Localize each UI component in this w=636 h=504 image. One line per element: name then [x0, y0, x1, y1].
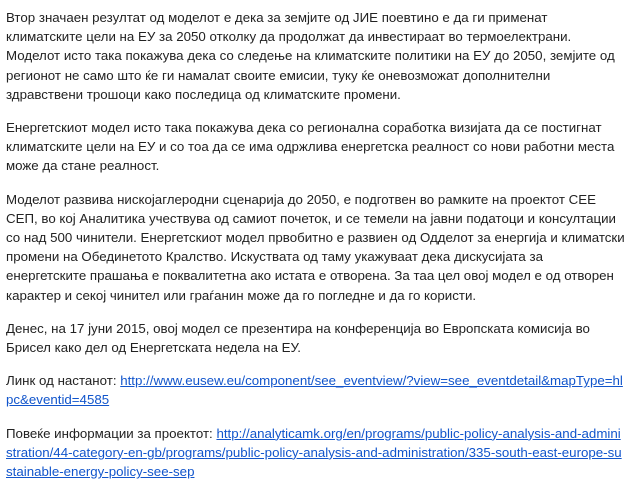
project-link-label: Повеќе информации за проектот: [6, 425, 217, 441]
event-link-label: Линк од настанот: [6, 373, 121, 389]
paragraph: Енергетскиот модел исто така покажува дека со регионална соработка визијата да се постигнат климатските цели на ЕУ и со тоа да се има одржлива енергетска реалност со нови работни места може да стане реалност. [6, 120, 615, 174]
paragraph: Моделот развива нискојаглеродни сценарија до 2050, е подготвен во рамките на проектот СЕЕ СЕП, во кој Аналитика учествува од самиот почеток, и се темели на јавни податоци и консултации со над 500 чинители. Енергетскиот модел првобитно е развиен од Одделот за енергија и климатски промени на Обединетото Кралство. Искуствата од таму укажуваат дека дискусијата за енергетските прашања е поквалитетна ако истата е отворена. За таа цел овој модел е од отворен карактер и секој чинител или граѓанин може да го погледне и да го користи. [6, 191, 625, 303]
paragraph: Денес, на 17 јуни 2015, овој модел се презентира на конференција во Европската комисија во Брисел како дел од Енергетската недела на ЕУ. [6, 320, 590, 356]
project-link-paragraph [6, 424, 626, 482]
paragraph: Втор значаен резултат од моделот е дека за земјите од ЈИЕ поевтино е да ги применат климатските цели на ЕУ за 2050 отколку да продолжат да инвестираат во термоелектрани. Моделот исто така покажува дека со следење на климатските политики на ЕУ до 2050, земјите од регионот не само што ќе ги намалат своите емисии, туку ќе оневозможат дополнителни здравствени трошоци како последица од климатските промени. [6, 10, 615, 102]
event-link-paragraph [6, 371, 626, 409]
event-link[interactable]: http://www.eusew.eu/component/see_eventview/?view=see_eventdetail&mapType=hlpc&eventid=4585 [6, 373, 623, 408]
project-link[interactable]: http://analyticamk.org/en/programs/public-policy-analysis-and-administration/44-category-en-gb/programs/public-policy-analysis-and-administration/335-south-east-europe-sustainable-energy-policy-see-sep [6, 425, 622, 480]
